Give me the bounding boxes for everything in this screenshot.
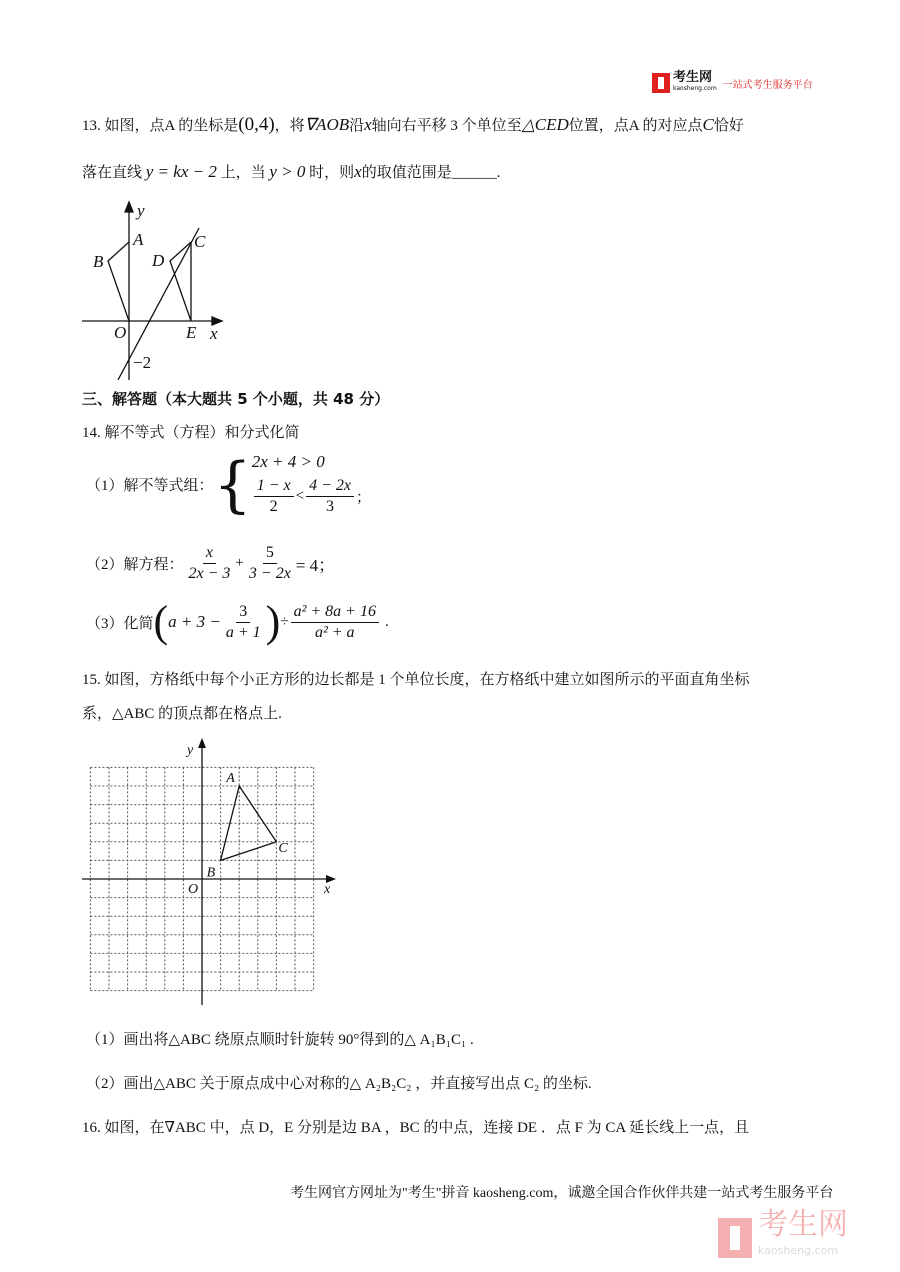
num: a² + 8a + 16 — [291, 602, 379, 623]
q15-part2: （2）画出△ABC 关于原点成中心对称的△ A₂B₂C₂ ，并直接写出点 C₂ 的坐标. — [86, 1076, 592, 1092]
watermark — [718, 1207, 848, 1264]
brace: { — [213, 449, 252, 520]
paren: ( — [153, 597, 169, 646]
text: 时，则 — [309, 165, 355, 181]
inequality-1: 2x + 4 > 0 — [251, 452, 325, 471]
section-title: 三、解答题（本大题共 5 个小题，共 48 分） — [82, 390, 390, 408]
label: （3）化简 — [86, 615, 154, 632]
label-b: B — [93, 252, 104, 271]
q14-title: 14. 解不等式（方程）和分式化简 — [82, 425, 300, 441]
text: 上，当 — [220, 165, 266, 181]
den: a² + a — [314, 623, 355, 641]
label-a: A — [133, 230, 144, 249]
fraction — [291, 602, 379, 643]
fraction — [186, 543, 234, 584]
fraction — [254, 476, 294, 517]
math: a + 3 − — [168, 612, 221, 631]
num: 5 — [263, 543, 277, 564]
q14-part3 — [86, 597, 389, 646]
label-a: A — [226, 771, 235, 786]
q15-part1: （1）画出将△ABC 绕原点顺时针旋转 90°得到的△ A₁B₁C₁ . — [86, 1032, 474, 1048]
label-x: x — [210, 324, 218, 343]
den: 2 — [269, 498, 278, 515]
op: + — [235, 555, 244, 571]
label-c: C — [278, 840, 288, 856]
op: < — [295, 488, 305, 504]
brand-sub: kaosheng.com — [673, 85, 717, 92]
watermark-logo-icon — [718, 1218, 752, 1258]
coord: (0,4) — [238, 114, 275, 135]
q13-figure — [82, 202, 222, 380]
text: . — [384, 613, 389, 630]
footer-text: 考生网官方网址为"考生"拼音 kaosheng.com，诚邀全国合作伙伴共建一站式考生服务平台 — [290, 1186, 834, 1201]
label-y: y — [187, 743, 194, 758]
rhs: = 4； — [295, 556, 336, 575]
label-minus2: −2 — [133, 353, 152, 372]
label-o: O — [114, 323, 127, 342]
label: （2）解方程： — [86, 557, 184, 573]
q14-part2 — [86, 543, 335, 584]
label-y: y — [137, 201, 145, 220]
fraction — [306, 476, 354, 517]
text: ； — [355, 490, 371, 506]
math: △CED — [521, 115, 569, 134]
text: 恰好 — [713, 118, 744, 134]
den: 3 — [326, 498, 335, 515]
q16-line1: 16. 如图，在∇ABC 中，点 D，E 分别是边 BA ，BC 的中点，连接 DE ．点 F 为 CA 延长线上一点，且 — [82, 1120, 750, 1136]
triangle-ced — [170, 242, 191, 321]
text: 位置，点A 的对应点 — [568, 118, 703, 134]
text: 轴向右平移 3 个单位至 — [371, 118, 522, 134]
q15-line1: 15. 如图，方格纸中每个小正方形的边长都是 1 个单位长度，在方格纸中建立如图所示的平面直角坐标 — [82, 672, 750, 688]
text: 13. 如图，点A 的坐标是 — [82, 118, 239, 134]
watermark-sub: kaosheng.com — [758, 1244, 839, 1257]
label-b: B — [206, 865, 216, 881]
math: x — [364, 115, 372, 134]
q15-grid-figure — [82, 738, 336, 1005]
fraction — [246, 543, 294, 584]
label-d: D — [152, 251, 165, 270]
num: x — [203, 543, 216, 564]
op: ÷ — [280, 613, 289, 630]
label-e: E — [186, 323, 197, 342]
num: 3 — [236, 602, 250, 623]
y-arrow-icon — [198, 738, 206, 748]
label-o: O — [188, 882, 199, 897]
fraction — [223, 602, 264, 643]
num: 1 − x — [254, 476, 294, 497]
text: 落在直线 — [82, 165, 143, 181]
q14-part1 — [86, 449, 371, 520]
q15-line2: 系，△ABC 的顶点都在格点上. — [82, 706, 282, 722]
math: y > 0 — [269, 162, 306, 181]
text: 沿 — [349, 118, 365, 134]
label-c: C — [194, 232, 206, 251]
paren: ) — [265, 597, 281, 646]
math: y = kx − 2 — [145, 162, 217, 181]
label-x: x — [324, 882, 331, 897]
math: C — [702, 115, 714, 134]
den: 2x − 3 — [188, 565, 231, 582]
math: x — [354, 162, 362, 181]
inequality-system — [252, 452, 371, 517]
inequality-2 — [252, 476, 371, 517]
text: ，将 — [274, 118, 305, 134]
header-slogan: 一站式考生服务平台 — [722, 79, 813, 91]
brand-name: 考生网 — [673, 70, 713, 85]
watermark-brand: 考生网 — [758, 1207, 848, 1242]
den: 3 − 2x — [248, 565, 291, 582]
y-arrow-icon — [125, 202, 133, 212]
math: ∇AOB — [304, 115, 350, 134]
num: 4 − 2x — [306, 476, 354, 497]
text: 的取值范围是______. — [361, 165, 501, 181]
label: （1）解不等式组： — [86, 478, 214, 494]
triangle-aob — [108, 242, 129, 321]
den: a + 1 — [225, 623, 261, 641]
